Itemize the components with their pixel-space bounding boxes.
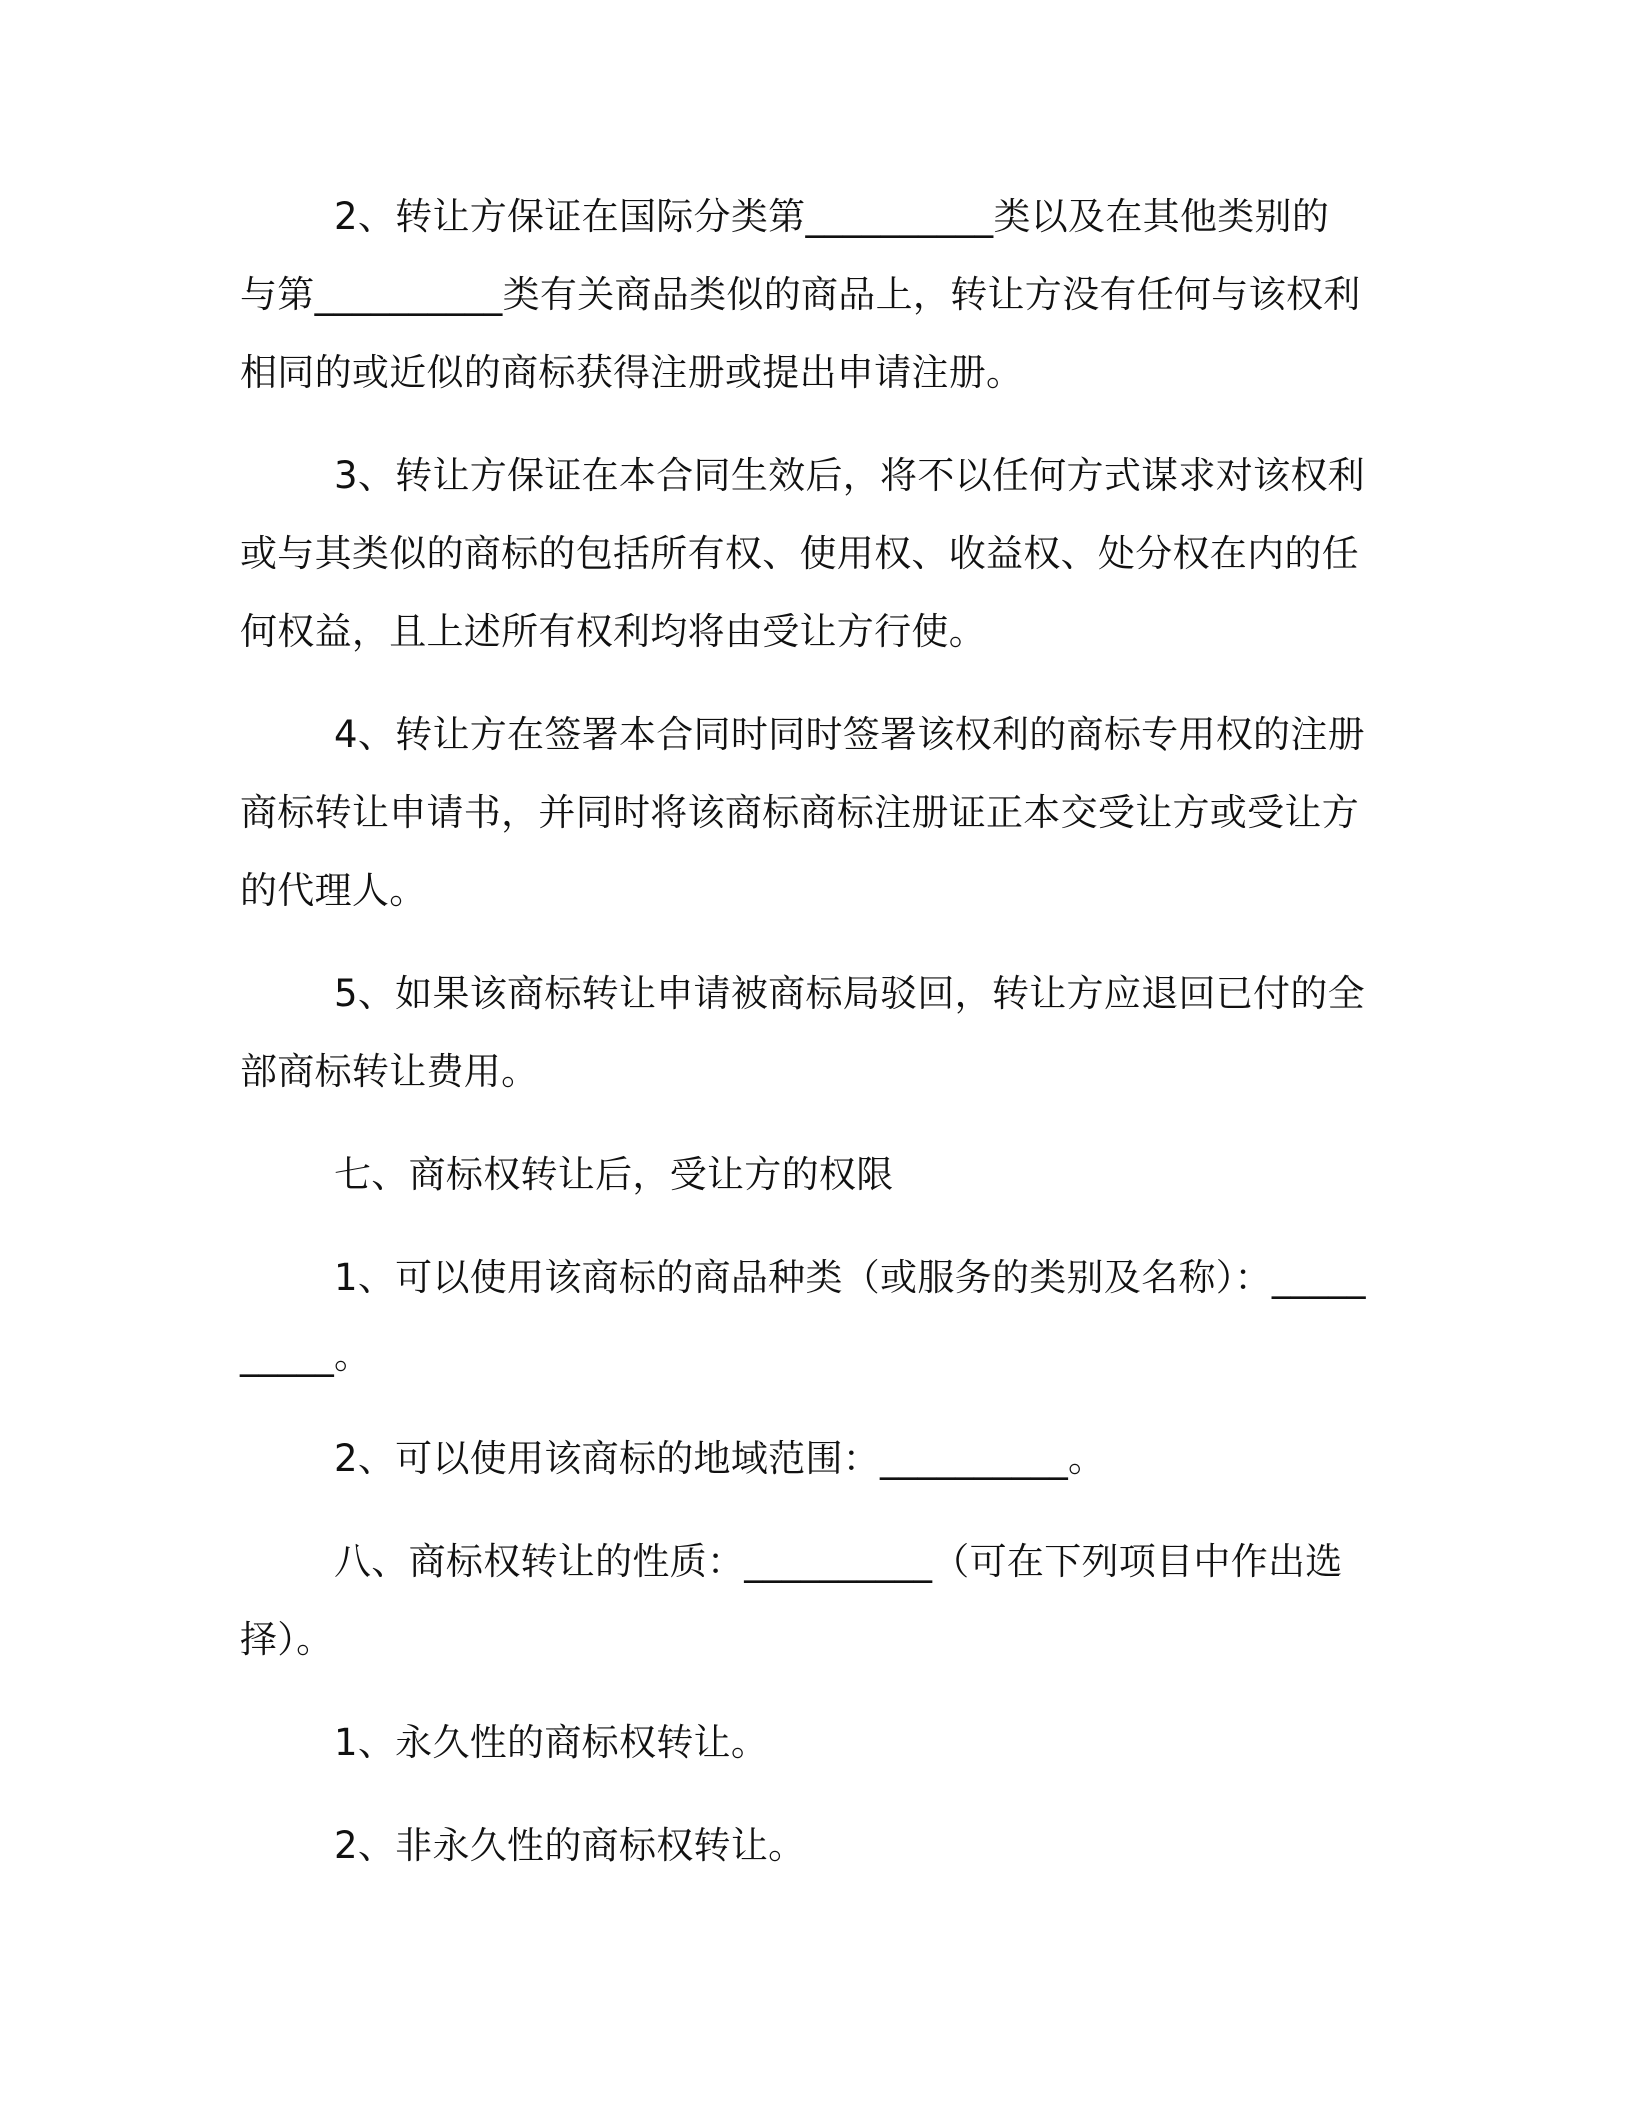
clause-5-refund: 5、如果该商标转让申请被商标局驳回，转让方应退回已付的全部商标转让费用。 <box>240 972 1365 1093</box>
clause-3-no-claims: 3、转让方保证在本合同生效后，将不以任何方式谋求对该权利或与其类似的商标的包括所有权、使用权、收益权、处分权在内的任何权益，且上述所有权利均将由受让方行使。 <box>240 454 1365 653</box>
section-7-item-2: 2、可以使用该商标的地域范围：__________。 <box>334 1437 1106 1480</box>
section-7-heading: 七、商标权转让后，受让方的权限 <box>334 1153 894 1196</box>
clause-4-sign-application: 4、转让方在签署本合同时同时签署该权利的商标专用权的注册商标转让申请书，并同时将该商标商标注册证正本交受让方或受让方的代理人。 <box>240 713 1365 912</box>
section-8-heading: 八、商标权转让的性质：__________（可在下列项目中作出选择）。 <box>240 1540 1343 1661</box>
clause-2-warranty-classes: 2、转让方保证在国际分类第__________类以及在其他类别的与第__________类有关商品类似的商品上，转让方没有任何与该权利相同的或近似的商标获得注册或提出申请注册。 <box>240 195 1361 394</box>
document-body <box>240 178 1366 1910</box>
section-7-item-1: 1、可以使用该商标的商品种类（或服务的类别及名称）：__________。 <box>240 1256 1366 1377</box>
section-8-item-2: 2、非永久性的商标权转让。 <box>334 1824 806 1867</box>
section-8-item-1: 1、永久性的商标权转让。 <box>334 1721 769 1764</box>
